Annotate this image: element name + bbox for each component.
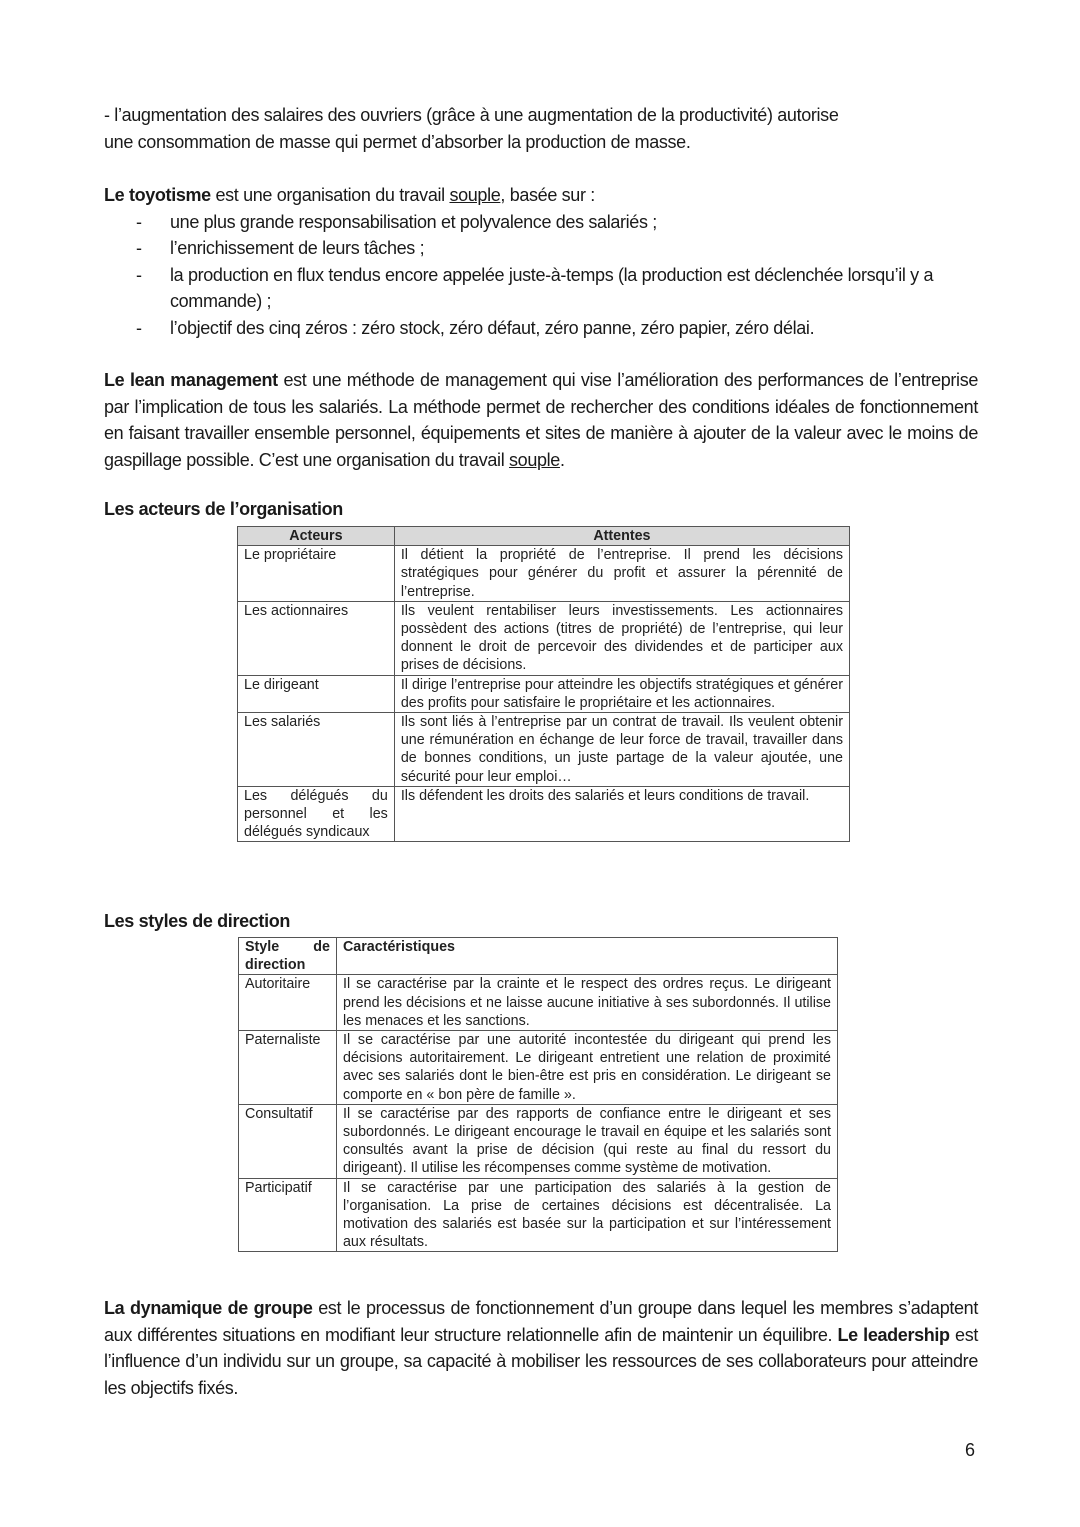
table-row — [239, 1031, 838, 1105]
list-item — [104, 262, 978, 315]
table-row — [238, 546, 850, 602]
list-item — [104, 235, 978, 262]
list-item-text: une plus grande responsabilisation et polyvalence des salariés ; — [170, 211, 657, 232]
lean-text-end: . — [559, 449, 565, 470]
table-row — [238, 713, 850, 787]
dynamique-paragraph — [104, 1295, 978, 1401]
list-item-text: l’objectif des cinq zéros : zéro stock, zéro défaut, zéro panne, zéro papier, zéro délai. — [170, 317, 815, 338]
intro-paragraph — [104, 102, 978, 155]
acteur-cell: Les salariés — [238, 713, 395, 787]
dash-bullet-icon: - — [136, 211, 142, 232]
table-row — [239, 1104, 838, 1178]
dynamique-term: La dynamique de groupe — [104, 1298, 313, 1318]
attentes-cell: Ils veulent rentabiliser leurs investissements. Les actionnaires possèdent des actions (titres de propriété) de l’entreprise, qui leur donnent le droit de percevoir des dividendes et de participer aux prises de décisions. — [394, 601, 849, 675]
list-item-text: la production en flux tendus encore appelée juste-à-temps (la production est déclenchée lorsqu’il y a commande) ; — [170, 264, 934, 311]
intro-line-2: une consommation de masse qui permet d’absorber la production de masse. — [104, 131, 691, 152]
attentes-cell: Il dirige l’entreprise pour atteindre les objectifs stratégiques et générer des profits pour satisfaire le propriétaire et les actionnaires. — [394, 675, 849, 712]
column-header-acteurs: Acteurs — [238, 527, 395, 546]
leadership-text: est l’influence d’un individu sur un groupe, sa capacité à mobiliser les ressources de ses collaborateurs pour atteindre les objectifs fixés. — [104, 1324, 978, 1398]
toyotisme-text: est une organisation du travail — [210, 185, 450, 205]
lean-text: est une méthode de management qui vise l’amélioration des performances de l’entreprise par l’implication de tous les salariés. La méthode permet de rechercher des conditions idéales de fonctionnement en faisant travailler ensemble personnel, équipements et sites de manière à ajouter de la valeur avec le moins de gaspillage possible. C’est une organisation du travail — [104, 370, 979, 470]
table-row — [238, 786, 850, 842]
dynamique-text: est le processus de fonctionnement d’un groupe dans lequel les membres s’adaptent aux différentes situations en modifiant leur structure relationnelle afin de maintenir un équilibre. — [104, 1298, 978, 1345]
acteur-cell: Le propriétaire — [238, 546, 395, 602]
acteurs-heading: Les acteurs de l’organisation — [104, 499, 343, 519]
toyotisme-text-end: , basée sur : — [500, 185, 595, 205]
table-header-row — [239, 938, 838, 975]
list-item-text: l’enrichissement de leurs tâches ; — [170, 238, 425, 258]
leadership-term: Le leadership — [837, 1324, 950, 1345]
toyotisme-bullet-list — [104, 209, 978, 342]
table-row — [238, 675, 850, 712]
dash-bullet-icon: - — [136, 264, 142, 285]
souple-underlined: souple — [449, 185, 501, 205]
toyotisme-intro — [104, 182, 978, 209]
list-item — [104, 209, 978, 236]
table-header-row — [238, 527, 850, 546]
style-cell: Participatif — [239, 1178, 337, 1252]
column-header-caracteristiques: Caractéristiques — [336, 938, 837, 975]
souple-underlined: souple — [509, 449, 560, 470]
table-row — [239, 1178, 838, 1252]
attentes-cell: Il détient la propriété de l’entreprise. Il prend les décisions stratégiques pour générer du profit et assurer la pérennité de l’entreprise. — [394, 546, 849, 602]
attentes-cell: Ils défendent les droits des salariés et leurs conditions de travail. — [394, 786, 849, 842]
acteurs-table — [237, 526, 850, 842]
intro-line-1: - l’augmentation des salaires des ouvriers (grâce à une augmentation de la productivité) autorise — [104, 105, 839, 125]
acteur-cell: Les délégués du personnel et les délégués syndicaux — [238, 786, 395, 842]
styles-direction-table — [238, 937, 838, 1252]
style-cell: Paternaliste — [239, 1031, 337, 1105]
acteur-cell: Le dirigeant — [238, 675, 395, 712]
caracteristiques-cell: Il se caractérise par une autorité incontestée du dirigeant qui prend les décisions autoritairement. Le dirigeant entretient une relation de proximité avec ses salariés dont le bien-être est pris en considération. Le dirigeant se comporte en « bon père de famille ». — [336, 1031, 837, 1105]
styles-heading: Les styles de direction — [104, 911, 291, 931]
caracteristiques-cell: Il se caractérise par la crainte et le respect des ordres reçus. Le dirigeant prend les décisions et ne laisse aucune initiative à ses subordonnés. Il utilise les menaces et les sanctions. — [336, 975, 837, 1031]
dash-bullet-icon: - — [136, 238, 142, 258]
dash-bullet-icon: - — [136, 317, 142, 338]
attentes-cell: Ils sont liés à l’entreprise par un contrat de travail. Ils veulent obtenir une rémunération en échange de leur force de travail, travailler dans de bonnes conditions, un juste partage de la valeur ajoutée, une sécurité pour leur emploi… — [394, 713, 849, 787]
acteur-cell: Les actionnaires — [238, 601, 395, 675]
table-row — [239, 975, 838, 1031]
table-row — [238, 601, 850, 675]
lean-term: Le lean management — [104, 370, 278, 390]
caracteristiques-cell: Il se caractérise par des rapports de confiance entre le dirigeant et ses subordonnés. Le dirigeant encourage le travail en équipe et les salariés sont consultés avant la prise de décision (qui reste au final du ressort du dirigeant). Il utilise les récompenses comme système de motivation. — [336, 1104, 837, 1178]
toyotisme-term: Le toyotisme — [104, 185, 211, 205]
style-cell: Autoritaire — [239, 975, 337, 1031]
column-header-attentes: Attentes — [394, 527, 849, 546]
toyotisme-section — [104, 182, 978, 341]
page-number: 6 — [965, 1440, 976, 1460]
lean-management-paragraph — [104, 367, 978, 473]
column-header-style: Style de direction — [239, 938, 337, 975]
style-cell: Consultatif — [239, 1104, 337, 1178]
list-item — [104, 315, 978, 342]
caracteristiques-cell: Il se caractérise par une participation des salariés à la gestion de l’organisation. La prise de certaines décisions est décentralisée. La motivation des salariés est basée sur la participation et sur l’intéressement aux résultats. — [336, 1178, 837, 1252]
